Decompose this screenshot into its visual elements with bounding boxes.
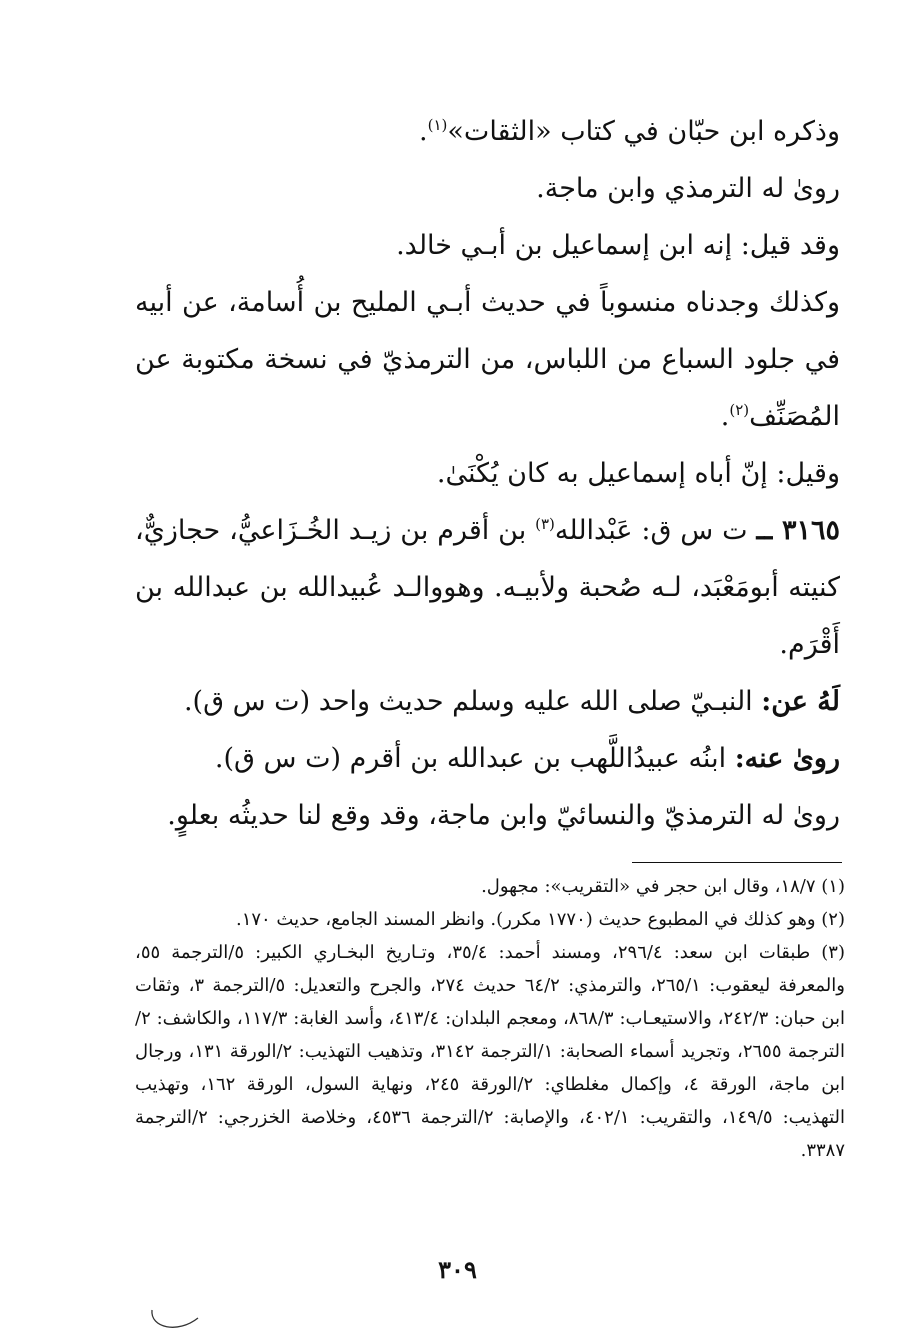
period: . xyxy=(720,401,730,432)
paragraph-text: وذكره ابن حبّان في كتاب «الثقات» xyxy=(447,116,840,147)
footnote-divider xyxy=(632,862,842,863)
footnote-ref-1: (١) xyxy=(427,116,448,134)
entry-text: بن أقرم بن زيـد الخُـزَاعيُّ، حجازيٌّ، كنيته أبومَعْبَد، لـه صُحبة ولأبيـه. وهووالـد عُبيدالله بن عبدالله بن أَقْرَم. xyxy=(135,515,840,660)
entry-symbols: ت س ق: xyxy=(641,515,748,546)
rawa-anhu-line xyxy=(135,730,840,787)
paragraph-kadhalika xyxy=(135,274,840,445)
rawa-anhu-text: ابنُه عبيدُاللَّهب بن عبدالله بن أقرم (ت س ق). xyxy=(214,743,727,774)
lahu-an-label: لَهُ عن: xyxy=(761,686,840,717)
footnote-2: (٢) وهو كذلك في المطبوع حديث (١٧٧٠ مكرر). وانظر المسند الجامع، حديث ١٧٠. xyxy=(235,909,845,930)
paragraph-ibn-hibban xyxy=(135,103,840,160)
lahu-an-line xyxy=(135,673,840,730)
main-text xyxy=(135,103,840,844)
paragraph-wa-qila: وقيل: إنّ أباه إسماعيل به كان يُكْنَىٰ. xyxy=(436,458,840,489)
entry-number: ٣١٦٥ ــ xyxy=(756,515,840,546)
paragraph-qila: وقد قيل: إنه ابن إسماعيل بن أبـي خالد. xyxy=(396,230,840,261)
period: . xyxy=(419,116,428,147)
footnote-ref-2: (٢) xyxy=(729,401,750,419)
paragraph-text: وكذلك وجدناه منسوباً في حديث أبـي المليح بن أُسامة، عن أبيه في جلود السباع من اللباس، من الترمذيّ في نسخة مكتوبة عن المُصَنِّف xyxy=(135,287,840,432)
footnote-3: (٣) طبقات ابن سعد: ٢٩٦/٤، ومسند أحمد: ٣٥/٤، وتـاريخ البخـاري الكبير: ٥/الترجمة ٥٥، والمعرفة ليعقوب: ٢٦٥/١، والترمذي: ٦٤/٢ حديث ٢٧٤، والجرح والتعديل: ٥/الترجمة ٣، وثقات ابن حبان: ٢٤٢/٣، والاستيعـاب: ٨٦٨/٣، ومعجم البلدان: ٤١٣/٤، وأسد الغابة: ١١٧/٣، والكاشف: ٢/الترجمة ٢٦٥٥، وتجريد أسماء الصحابة: ١/الترجمة ٣١٤٢، وتذهيب التهذيب: ٢/الورقة ١٣١، ورجال ابن ماجة، الورقة ٤، وإكمال مغلطاي: ٢/الورقة ٢٤٥، ونهاية السول، الورقة ١٦٢، وتهذيب التهذيب: ١٤٩/٥، والتقريب: ٤٠٢/١، والإصابة: ٢/الترجمة ٤٥٣٦، وخلاصة الخزرجي: ٢/الترجمة ٣٣٨٧. xyxy=(135,942,846,1161)
page-number: ٣٠٩ xyxy=(438,1255,477,1284)
lahu-an-text: النبـيّ صلى الله عليه وسلم حديث واحد (ت س ق). xyxy=(183,686,753,717)
paragraph-last: روىٰ له الترمذيّ والنسائيّ وابن ماجة، وقد وقع لنا حديثُه بعلوٍ. xyxy=(167,800,840,831)
footnote-1: (١) ١٨/٧، وقال ابن حجر في «التقريب»: مجهول. xyxy=(481,876,845,897)
paragraph-rawa-lahu: روىٰ له الترمذي وابن ماجة. xyxy=(536,173,840,204)
scan-mark-icon xyxy=(148,1306,208,1336)
entry-name: عَبْدالله xyxy=(554,515,633,546)
rawa-anhu-label: روىٰ عنه: xyxy=(734,743,840,774)
entry-3165 xyxy=(135,502,840,673)
footnote-ref-3: (٣) xyxy=(535,515,555,533)
footnotes xyxy=(135,870,845,1167)
